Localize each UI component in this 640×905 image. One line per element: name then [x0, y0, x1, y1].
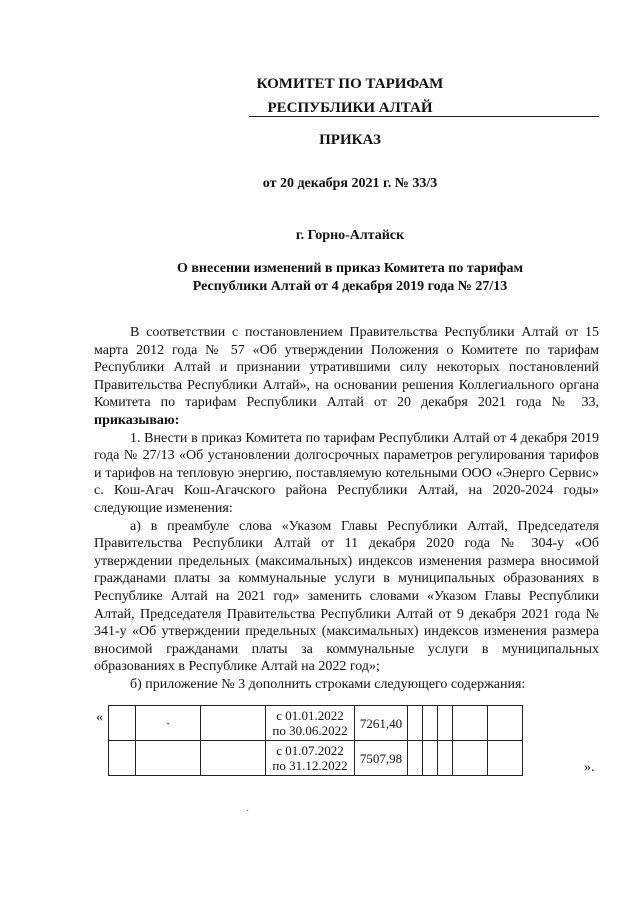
table-row — [109, 706, 523, 741]
table-cell — [408, 741, 423, 776]
subject-line-1: О внесении изменений в приказ Комитета по тарифам — [176, 261, 523, 276]
tariff-rows-table — [108, 705, 523, 776]
period-start: с 01.01.2022 — [276, 708, 344, 723]
stray-dot: · — [165, 715, 171, 731]
table-cell — [438, 741, 453, 776]
table-cell — [109, 706, 136, 741]
tariff-value-cell: 7261,40 — [355, 706, 408, 741]
document-type: ПРИКАЗ — [319, 132, 381, 148]
quote-close-mark: ». — [584, 760, 595, 775]
order-word: приказываю: — [94, 412, 180, 428]
table-cell — [136, 706, 201, 741]
paragraph-item-1: 1. Внести в приказ Комитета по тарифам Республики Алтай от 4 декабря 2019 года № 27/13 «Об установлении долгосрочных параметров регулирования тарифов и тарифов на тепловую энергию, поставляемую котельными ООО «Энерго Сервис» с. Кош-Агач Кош-Агачского района Республики Алтай, на 2020-2024 годы» следующие изменения: — [94, 430, 599, 516]
table-cell — [201, 741, 266, 776]
period-end: по 31.12.2022 — [272, 758, 348, 773]
document-body — [94, 324, 599, 693]
preamble-text: В соответствии с постановлением Правительства Республики Алтай от 15 марта 2012 года № 57 «Об утверждении Положения о Комитете по тарифам Республики Алтай и признании утратившими силу некоторых постановлений Правительства Республики Алтай», на основании решения Коллегиального органа Комитета по тарифам Республики Алтай от 20 декабря 2021 года № 33, — [94, 325, 599, 411]
quote-open-mark: « — [96, 710, 103, 725]
table-cell — [408, 706, 423, 741]
table-cell — [488, 741, 523, 776]
table-cell — [453, 741, 488, 776]
table-cell — [423, 706, 438, 741]
table-cell — [109, 741, 136, 776]
org-name-line1: КОМИТЕТ ПО ТАРИФАМ — [256, 76, 444, 92]
period-end: по 30.06.2022 — [272, 723, 348, 738]
table-cell — [201, 706, 266, 741]
paragraph-item-a: а) в преамбуле слова «Указом Главы Республики Алтай, Председателя Правительства Республики Алтай от 11 декабря 2020 года № 304-у «Об утверждении предельных (максимальных) индексов изменения размера вносимой гражданами платы за коммунальные услуги в муниципальных образованиях в Республике Алтай на 2021 год» заменить словами «Указом Главы Республики Алтай, Председателя Правительства Республики Алтай от 9 декабря 2021 года № 341-у «Об утверждении предельных (максимальных) индексов изменения размера вносимой гражданами платы за коммунальные услуги в муниципальных образованиях в Республике Алтай на 2022 год»; — [94, 518, 599, 675]
paragraph-item-b: б) приложение № 3 дополнить строками следующего содержания: — [130, 676, 526, 692]
document-city: г. Горно-Алтайск — [295, 228, 405, 243]
tariff-value-cell: 7507,98 — [355, 741, 408, 776]
paragraph-preamble — [94, 324, 599, 430]
table-cell — [423, 741, 438, 776]
org-name-line2: РЕСПУБЛИКИ АЛТАЙ — [267, 100, 433, 116]
scan-mark: · — [246, 806, 250, 817]
table-cell — [488, 706, 523, 741]
period-start: с 01.07.2022 — [276, 743, 344, 758]
table-cell — [453, 706, 488, 741]
document-date-number: от 20 декабря 2021 г. № 33/3 — [262, 176, 438, 191]
document-subject — [30, 260, 640, 296]
table-cell — [136, 741, 201, 776]
period-cell — [266, 706, 355, 741]
header-divider — [249, 116, 599, 117]
table-cell — [438, 706, 453, 741]
subject-line-2: Республики Алтай от 4 декабря 2019 года № 27/13 — [192, 279, 508, 294]
table-row — [109, 741, 523, 776]
period-cell — [266, 741, 355, 776]
